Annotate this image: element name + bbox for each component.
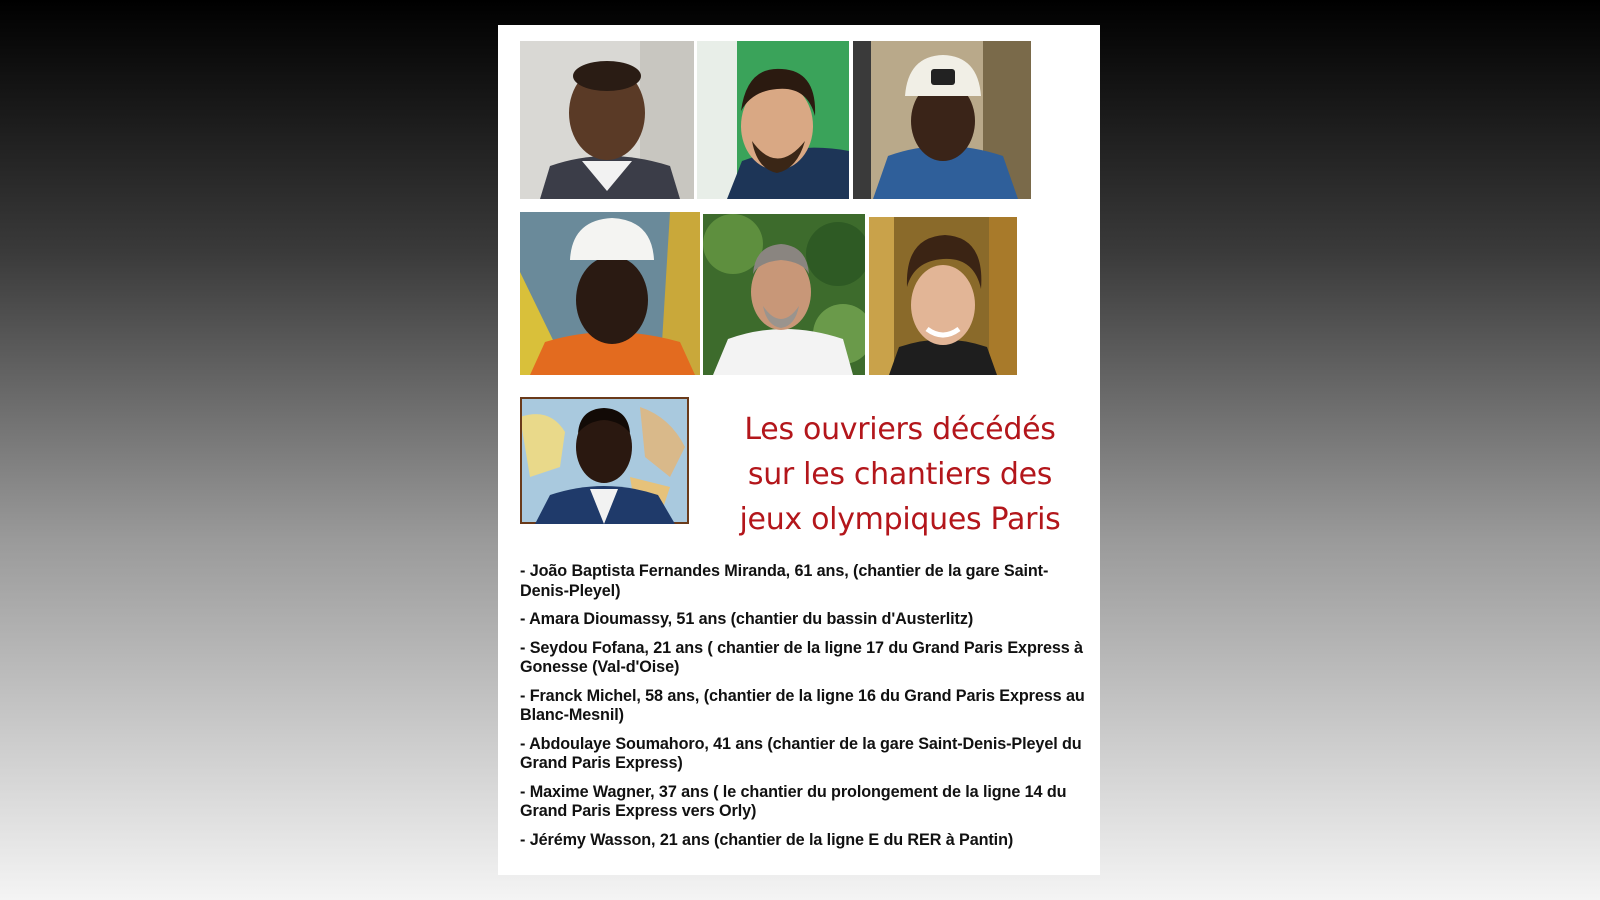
title-line-1: Les ouvriers décédés [744, 412, 1056, 447]
poster-title [710, 407, 1090, 557]
list-item: - Maxime Wagner, 37 ans ( le chantier du prolongement de la ligne 14 du Grand Paris Express vers Orly) [520, 782, 1067, 820]
worker-photo-4 [520, 212, 700, 375]
list-item: - Abdoulaye Soumahoro, 41 ans (chantier de la gare Saint-Denis-Pleyel du Grand Paris Express) [520, 734, 1082, 772]
worker-photo-2 [697, 41, 849, 199]
memorial-poster [498, 25, 1100, 875]
victims-list [520, 562, 1090, 859]
worker-photo-1 [520, 41, 694, 199]
worker-photo-7 [520, 397, 689, 524]
worker-photo-3 [853, 41, 1031, 199]
title-line-3: jeux olympiques Paris [739, 502, 1061, 537]
worker-photo-5 [703, 214, 865, 375]
list-item: - João Baptista Fernandes Miranda, 61 ans, (chantier de la gare Saint-Denis-Pleyel) [520, 562, 1049, 600]
title-line-2: sur les chantiers des [747, 457, 1053, 492]
list-item: - Amara Dioumassy, 51 ans (chantier du bassin d'Austerlitz) [520, 610, 974, 628]
list-item: - Jérémy Wasson, 21 ans (chantier de la ligne E du RER à Pantin) [520, 830, 1014, 849]
list-item: - Franck Michel, 58 ans, (chantier de la ligne 16 du Grand Paris Express au Blanc-Mesnil) [520, 686, 1085, 724]
worker-photo-6 [869, 217, 1017, 375]
list-item: - Seydou Fofana, 21 ans ( chantier de la ligne 17 du Grand Paris Express à Gonesse (Val-d'Oise) [520, 638, 1083, 676]
